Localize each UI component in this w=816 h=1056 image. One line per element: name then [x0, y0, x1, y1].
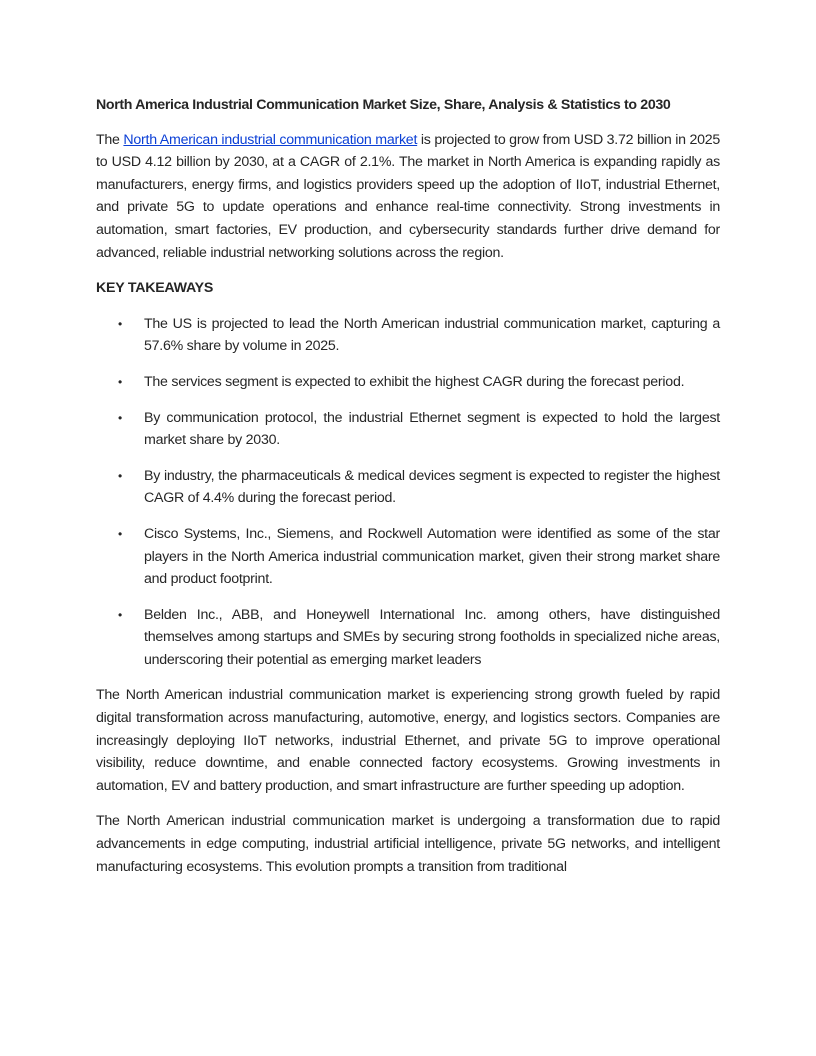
- bullet-icon: •: [118, 316, 122, 331]
- list-item: [96, 313, 720, 358]
- takeaway-text: The US is projected to lead the North American industrial communication market, capturing a 57.6% share by volume in 2025.: [144, 315, 720, 355]
- list-item: [96, 371, 720, 394]
- intro-suffix: is projected to grow from USD 3.72 billion in 2025 to USD 4.12 billion by 2030, at a CAGR of 2.1%. The market in North America is expanding rapidly as manufacturers, energy firms, and logistics providers speed up the adoption of IIoT, industrial Ethernet, and private 5G to update operations and enhance real-time connectivity. Strong investments in automation, smart factories, EV production, and cybersecurity standards further drive demand for advanced, reliable industrial networking solutions across the region.: [96, 131, 721, 261]
- list-item: [96, 604, 720, 672]
- takeaway-text: By industry, the pharmaceuticals & medical devices segment is expected to register the highest CAGR of 4.4% during the forecast period.: [144, 467, 720, 507]
- intro-paragraph: [96, 129, 720, 265]
- document-title: North America Industrial Communication Market Size, Share, Analysis & Statistics to 2030: [96, 97, 671, 113]
- bullet-icon: •: [118, 607, 122, 622]
- document-page: [96, 94, 720, 891]
- list-item: [96, 465, 720, 510]
- takeaway-text: Cisco Systems, Inc., Siemens, and Rockwell Automation were identified as some of the star players in the North America industrial communication market, given their strong market share and product footprint.: [144, 525, 720, 588]
- list-item: [96, 523, 720, 591]
- takeaway-text: By communication protocol, the industrial Ethernet segment is expected to hold the largest market share by 2030.: [144, 409, 720, 449]
- takeaway-text: Belden Inc., ABB, and Honeywell International Inc. among others, have distinguished themselves among startups and SMEs by securing strong footholds in specialized niche areas, underscoring their potential as emerging market leaders: [144, 606, 720, 668]
- intro-prefix: The: [96, 131, 124, 148]
- key-takeaways-heading: KEY TAKEAWAYS: [96, 280, 214, 297]
- takeaway-text: The services segment is expected to exhibit the highest CAGR during the forecast period.: [144, 373, 685, 390]
- bullet-icon: •: [118, 526, 122, 541]
- key-takeaways-list: [96, 313, 720, 672]
- bullet-icon: •: [118, 410, 122, 425]
- body-paragraph-growth: The North American industrial communication market is experiencing strong growth fueled by rapid digital transformation across manufacturing, automotive, energy, and logistics sectors. Companies are increasingly deploying IIoT networks, industrial Ethernet, and private 5G to improve operational visibility, reduce downtime, and enable connected factory ecosystems. Growing investments in automation, EV and battery production, and smart infrastructure are further speeding up adoption.: [96, 687, 720, 794]
- bullet-icon: •: [118, 468, 122, 483]
- list-item: [96, 407, 720, 452]
- body-paragraph-transformation: The North American industrial communication market is undergoing a transformation due to rapid advancements in edge computing, industrial artificial intelligence, private 5G networks, and intelligent manufacturing ecosystems. This evolution prompts a transition from traditional: [96, 813, 720, 875]
- market-link[interactable]: North American industrial communication market: [123, 131, 418, 148]
- bullet-icon: •: [118, 374, 122, 389]
